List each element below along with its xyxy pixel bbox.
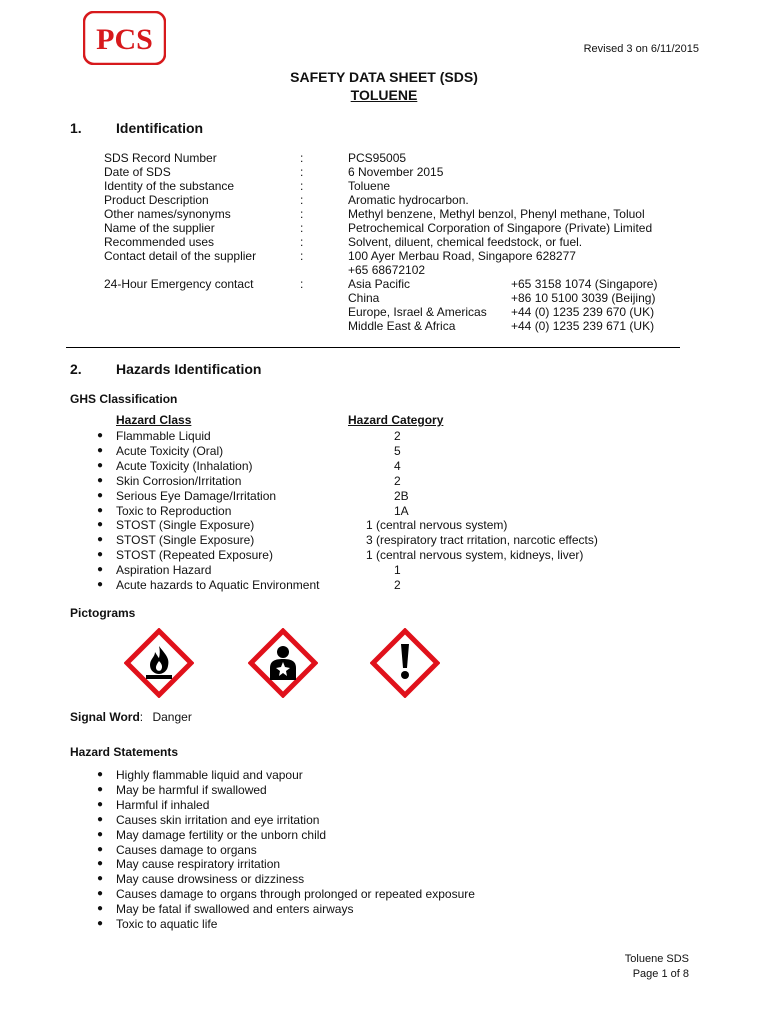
emergency-label: 24-Hour Emergency contact <box>104 277 254 291</box>
id-label: Date of SDS <box>104 165 171 179</box>
bullet-icon: ● <box>97 489 104 501</box>
hazard-category: 3 (respiratory tract rritation, narcotic effects) <box>366 533 598 548</box>
statement-text: May damage fertility or the unborn child <box>116 827 327 842</box>
id-label: Contact detail of the supplier <box>104 249 257 263</box>
hazard-class: STOST (Single Exposure) <box>116 518 255 533</box>
id-colon: : <box>300 179 304 193</box>
bullet-icon: ● <box>97 534 104 546</box>
id-colon: : <box>300 193 304 207</box>
hazard-class: Skin Corrosion/Irritation <box>116 473 242 488</box>
id-value: PCS95005 <box>348 151 407 165</box>
statement-text: May be fatal if swallowed and enters airways <box>116 902 354 917</box>
emergency-region: Asia Pacific <box>348 277 411 291</box>
document-title: SAFETY DATA SHEET (SDS) <box>290 69 478 85</box>
bullet-icon: ● <box>97 798 104 810</box>
bullet-icon: ● <box>97 459 104 471</box>
id-label: SDS Record Number <box>104 151 217 165</box>
hazard-class: Aspiration Hazard <box>116 563 212 578</box>
section-1-title: Identification <box>116 120 204 136</box>
hazard-category: 2 <box>394 429 401 443</box>
bullet-icon: ● <box>97 444 104 456</box>
id-label: Other names/synonyms <box>104 207 231 221</box>
bullet-icon: ● <box>97 519 104 531</box>
bullet-icon: ● <box>97 579 104 590</box>
bullet-icon: ● <box>97 430 104 441</box>
statement-text: Harmful if inhaled <box>116 797 210 812</box>
bullet-icon: ● <box>97 903 104 915</box>
id-label: Recommended uses <box>104 235 215 249</box>
exclamation-pictogram <box>370 628 440 698</box>
hazard-category: 1 (central nervous system, kidneys, liver) <box>366 548 584 563</box>
section-2-title: Hazards Identification <box>116 361 262 377</box>
hazard-category: 1 (central nervous system) <box>366 518 508 533</box>
section-divider <box>66 347 680 348</box>
id-value: 6 November 2015 <box>348 165 444 179</box>
hazard-category: 5 <box>394 443 401 458</box>
bullet-icon: ● <box>97 858 104 870</box>
bullet-icon: ● <box>97 918 104 929</box>
hazard-category: 2 <box>394 578 401 592</box>
id-colon: : <box>300 249 304 263</box>
id-colon: : <box>300 221 304 235</box>
pcs-logo <box>83 11 166 65</box>
signal-word-colon: : <box>139 710 144 724</box>
statement-text: May cause drowsiness or dizziness <box>116 872 305 887</box>
id-colon: : <box>300 207 304 221</box>
emergency-phone: +65 3158 1074 (Singapore) <box>511 277 658 291</box>
emergency-region: Middle East & Africa <box>348 319 456 333</box>
signal-word-line <box>70 710 192 724</box>
bullet-icon: ● <box>97 813 104 825</box>
id-label: Identity of the substance <box>104 179 235 193</box>
hazard-class: Serious Eye Damage/Irritation <box>116 488 277 503</box>
id-value: 100 Ayer Merbau Road, Singapore 628277 <box>348 249 576 263</box>
hazard-category: 2B <box>394 488 409 503</box>
emergency-colon: : <box>300 277 304 291</box>
revision-note: Revised 3 on 6/11/2015 <box>583 43 699 55</box>
id-label: Product Description <box>104 193 209 207</box>
id-value: Petrochemical Corporation of Singapore (Private) Limited <box>348 221 653 235</box>
bullet-icon: ● <box>97 549 104 561</box>
footer-page-number: Page 1 of 8 <box>632 968 689 980</box>
hazard-statements-title: Hazard Statements <box>70 745 179 759</box>
statement-text: Toxic to aquatic life <box>116 917 218 931</box>
statement-text: May be harmful if swallowed <box>116 782 267 797</box>
section-1-heading <box>70 120 203 136</box>
section-1-number: 1. <box>70 120 82 136</box>
bullet-icon: ● <box>97 783 104 795</box>
bullet-icon: ● <box>97 504 104 516</box>
hazard-class-header: Hazard Class <box>116 413 192 427</box>
ghs-classification-title: GHS Classification <box>70 392 178 406</box>
id-value: Methyl benzene, Methyl benzol, Phenyl methane, Toluol <box>348 207 645 221</box>
bullet-icon: ● <box>97 888 104 900</box>
statement-text: Causes damage to organs through prolonged or repeated exposure <box>116 887 475 902</box>
signal-word-label: Signal Word <box>70 710 140 724</box>
emergency-phone: +44 (0) 1235 239 670 (UK) <box>511 305 655 319</box>
hazard-category: 1A <box>394 503 409 518</box>
bullet-icon: ● <box>97 828 104 840</box>
flame-pictogram <box>124 628 194 698</box>
hazard-class: Acute hazards to Aquatic Environment <box>116 578 320 592</box>
bullet-icon: ● <box>97 564 104 576</box>
hazard-category-header: Hazard Category <box>348 413 444 427</box>
section-2-heading <box>70 361 261 377</box>
statement-text: Causes skin irritation and eye irritation <box>116 812 320 827</box>
emergency-phone: +44 (0) 1235 239 671 (UK) <box>511 319 655 333</box>
emergency-phone: +86 10 5100 3039 (Beijing) <box>511 291 656 305</box>
bullet-icon: ● <box>97 873 104 885</box>
signal-word-value: Danger <box>152 710 192 724</box>
id-colon: : <box>300 165 304 179</box>
pictograms-title: Pictograms <box>70 606 136 620</box>
hazard-category: 4 <box>394 458 401 473</box>
emergency-region: China <box>348 291 380 305</box>
hazard-category: 2 <box>394 473 401 488</box>
id-value: Toluene <box>348 179 391 193</box>
statement-text: May cause respiratory irritation <box>116 857 281 872</box>
id-colon: : <box>300 235 304 249</box>
hazard-class: Flammable Liquid <box>116 429 211 443</box>
hazard-class: Acute Toxicity (Oral) <box>116 443 224 458</box>
hazard-class: STOST (Repeated Exposure) <box>116 548 273 563</box>
id-colon: : <box>300 151 304 165</box>
bullet-icon: ● <box>97 769 104 780</box>
statement-text: Causes damage to organs <box>116 842 257 857</box>
health-hazard-pictogram <box>248 628 318 698</box>
id-value: Solvent, diluent, chemical feedstock, or fuel. <box>348 235 583 249</box>
emergency-region: Europe, Israel & Americas <box>348 305 487 319</box>
document-subtitle: TOLUENE <box>350 87 418 103</box>
id-label: Name of the supplier <box>104 221 215 235</box>
hazard-category: 1 <box>394 563 401 578</box>
hazard-class: Acute Toxicity (Inhalation) <box>116 458 253 473</box>
section-2-number: 2. <box>70 361 82 377</box>
bullet-icon: ● <box>97 843 104 855</box>
id-value: Aromatic hydrocarbon. <box>348 193 469 207</box>
statement-text: Highly flammable liquid and vapour <box>116 768 303 782</box>
hazard-class: Toxic to Reproduction <box>116 503 232 518</box>
footer-document-name: Toluene SDS <box>624 953 689 965</box>
bullet-icon: ● <box>97 474 104 486</box>
id-value: +65 68672102 <box>348 263 426 277</box>
hazard-class: STOST (Single Exposure) <box>116 533 255 548</box>
logo-text: PCS <box>96 23 153 56</box>
